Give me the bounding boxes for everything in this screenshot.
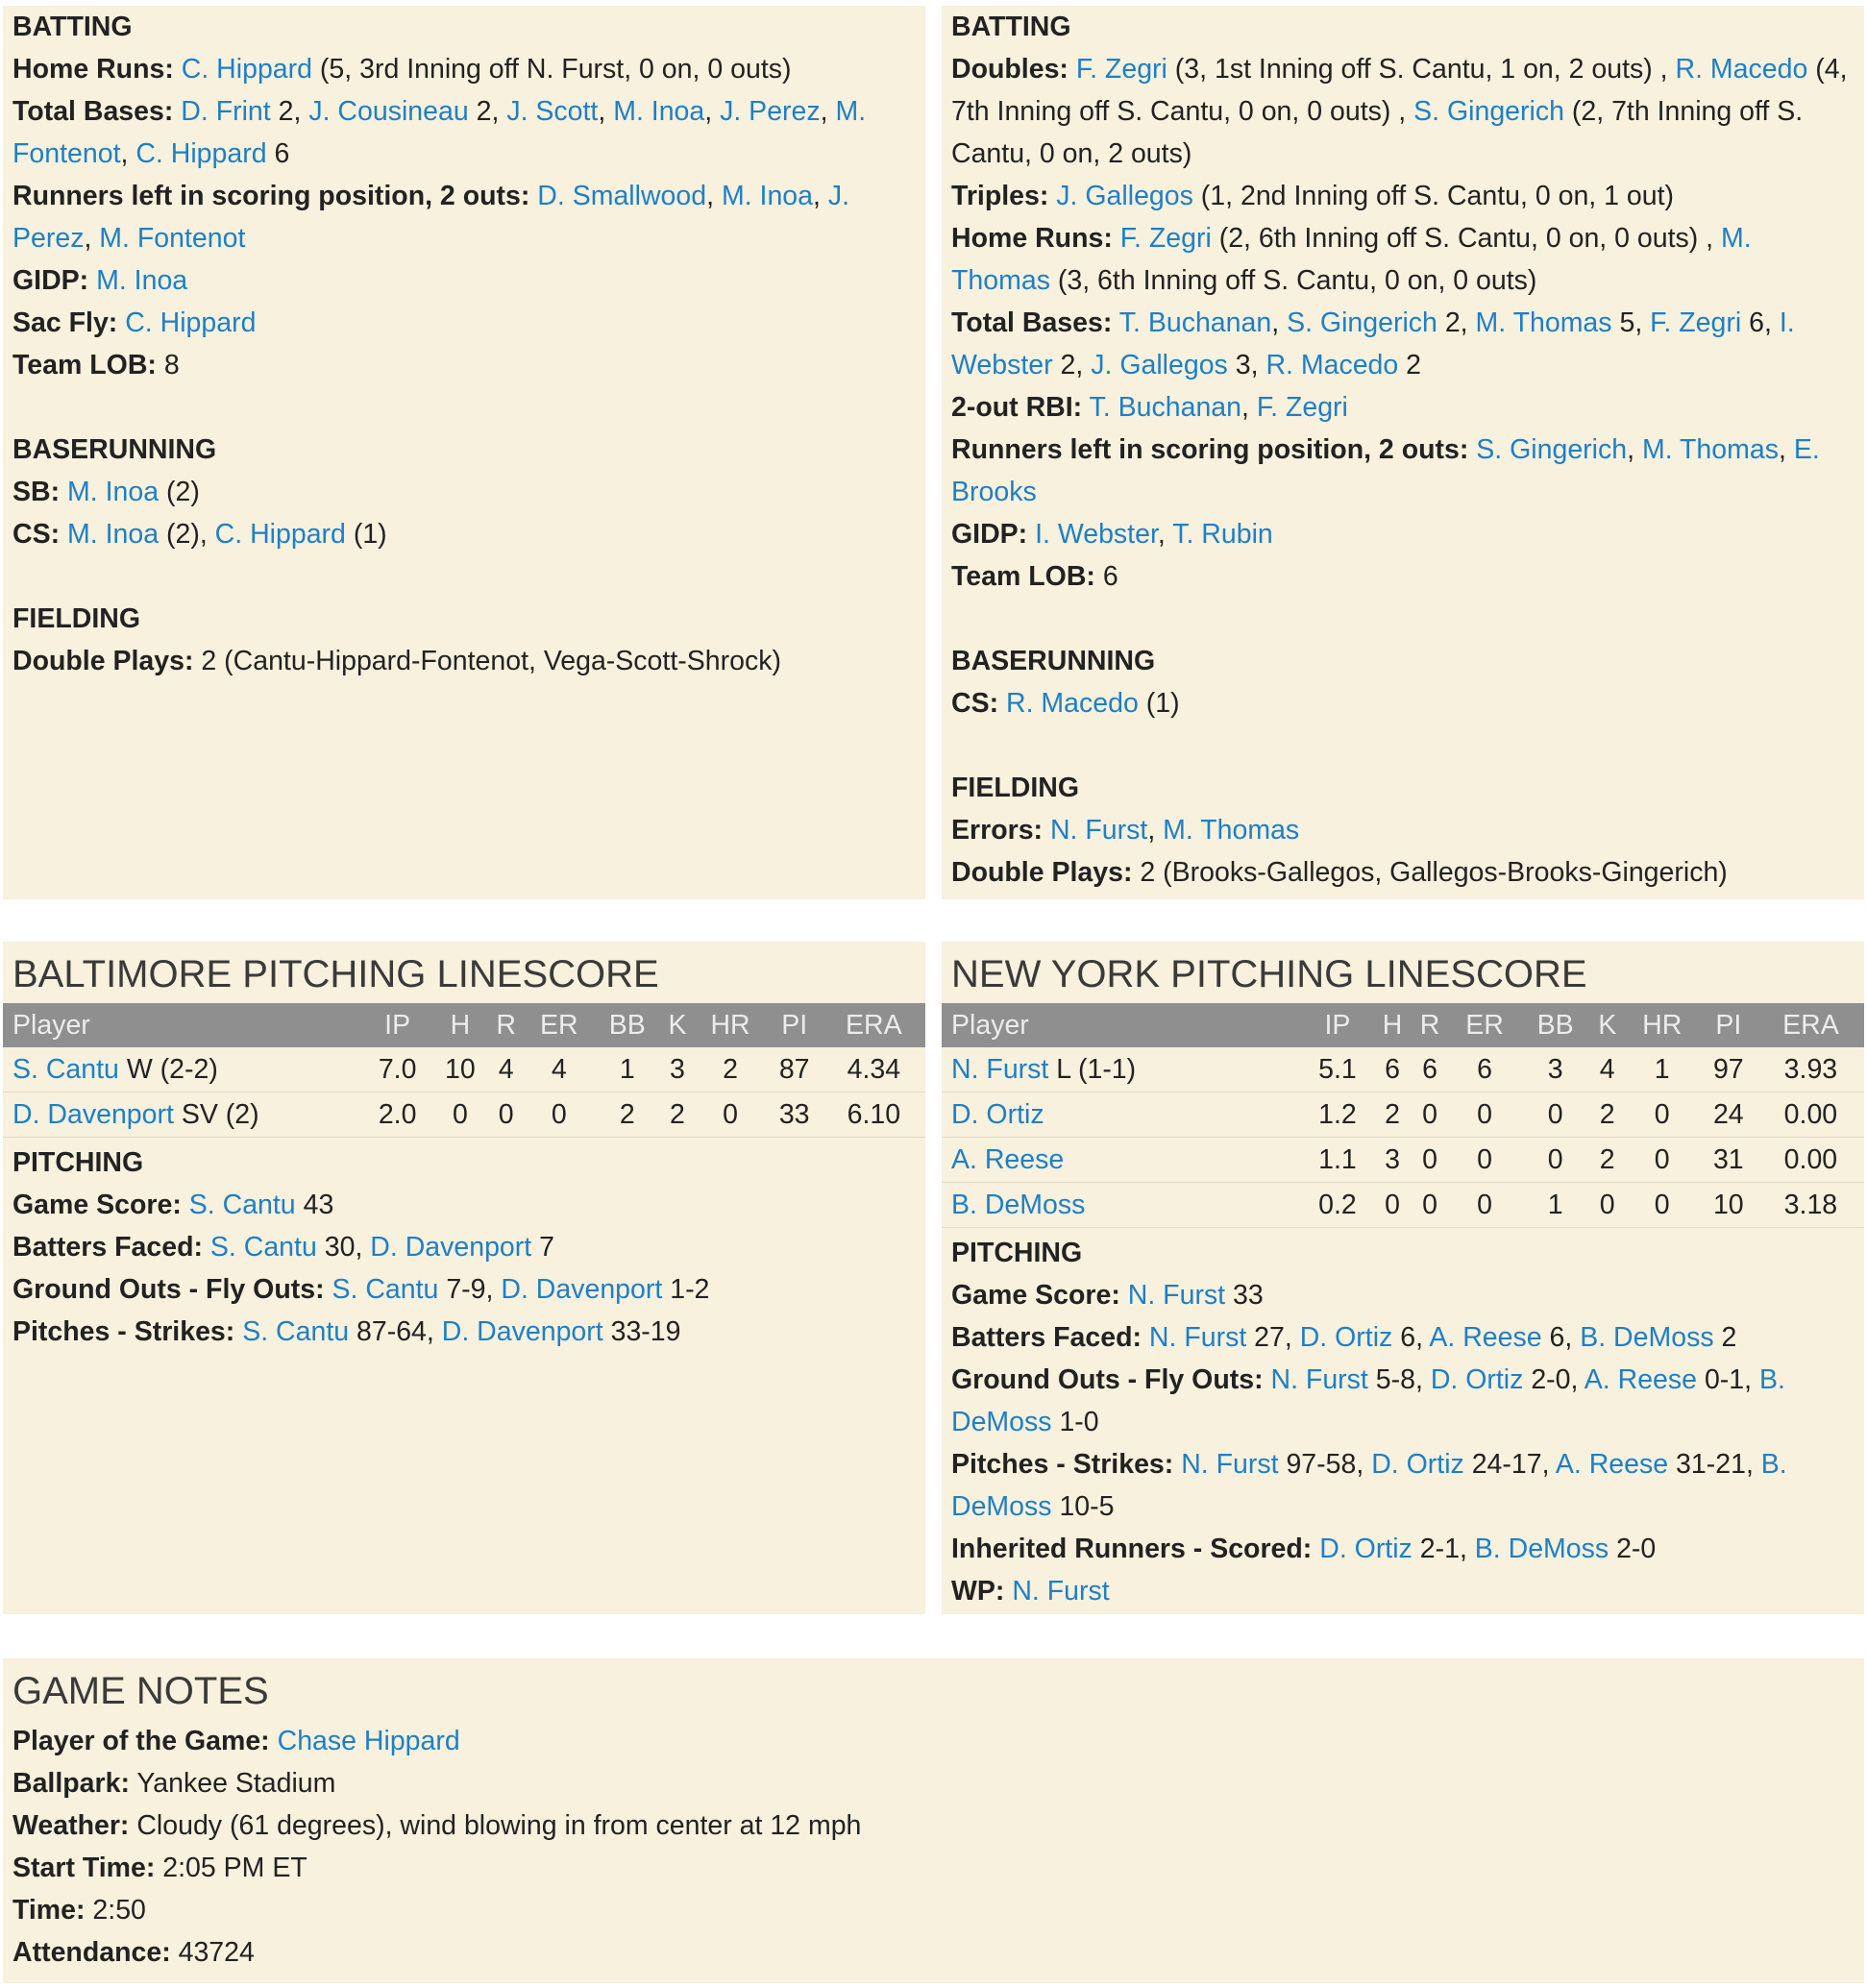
player-link[interactable]: N. Furst xyxy=(1049,815,1148,846)
player-link[interactable]: B. DeMoss xyxy=(1580,1322,1714,1353)
errors-line: Errors: N. Furst, M. Thomas xyxy=(951,815,1300,846)
sb-line: SB: M. Inoa (2) xyxy=(12,477,200,507)
player-link[interactable]: F. Zegri xyxy=(1256,392,1348,423)
column-header[interactable]: IP xyxy=(362,1003,432,1047)
baltimore-box-panel xyxy=(3,6,925,899)
column-header[interactable]: BB xyxy=(1521,1003,1590,1047)
section-heading: BASERUNNING xyxy=(12,434,217,465)
player-link[interactable]: T. Rubin xyxy=(1172,519,1273,550)
player-link[interactable]: B. DeMoss xyxy=(951,1364,1785,1437)
table-row: D. Davenport SV (2) 2.0 0 0 0 2 2 0 33 6.10 xyxy=(3,1092,925,1138)
player-link[interactable]: S. Cantu xyxy=(188,1190,296,1220)
player-link[interactable]: M. Fontenot xyxy=(12,96,867,169)
game-time-line: Time: 2:50 xyxy=(12,1895,146,1926)
player-link[interactable]: B. DeMoss xyxy=(1474,1534,1609,1564)
two-out-rbi-line: 2-out RBI: T. Buchanan, F. Zegri xyxy=(951,392,1348,423)
player-link[interactable]: N. Furst xyxy=(1127,1280,1226,1311)
gidp-line: GIDP: M. Inoa xyxy=(12,265,188,296)
panel-title: NEW YORK PITCHING LINESCORE xyxy=(951,953,1587,995)
newyork-pitching-panel xyxy=(942,942,1864,1614)
column-header[interactable]: ERA xyxy=(1757,1003,1864,1047)
weather-line: Weather: Cloudy (61 degrees), wind blowing in from center at 12 mph xyxy=(12,1810,862,1841)
column-header[interactable]: K xyxy=(1590,1003,1625,1047)
player-link[interactable]: A. Reese xyxy=(1429,1322,1542,1353)
player-link[interactable]: A. Reese xyxy=(951,1143,1065,1175)
player-link[interactable]: T. Buchanan xyxy=(1089,392,1241,423)
rlisp-line: Runners left in scoring position, 2 outs: D. Smallwood, M. Inoa, J. Perez, M. Fontenot xyxy=(12,181,850,254)
triples-line: Triples: J. Gallegos (1, 2nd Inning off S. Cantu, 0 on, 1 out) xyxy=(951,181,1675,211)
sac-fly-line: Sac Fly: C. Hippard xyxy=(12,307,257,338)
player-link[interactable]: J. Gallegos xyxy=(1091,350,1228,380)
player-link[interactable]: M. Thomas xyxy=(1163,815,1300,846)
column-header[interactable]: R xyxy=(1412,1003,1449,1047)
section-heading: FIELDING xyxy=(951,773,1079,803)
inherited-runners-line: Inherited Runners - Scored: D. Ortiz 2-1, B. DeMoss 2-0 xyxy=(951,1534,1657,1564)
player-link[interactable]: D. Davenport xyxy=(12,1098,174,1130)
player-link[interactable]: D. Ortiz xyxy=(1319,1534,1413,1564)
attendance-line: Attendance: 43724 xyxy=(12,1937,255,1968)
player-link[interactable]: Chase Hippard xyxy=(277,1726,460,1756)
batters-faced-line: Batters Faced: N. Furst 27, D. Ortiz 6, A. Reese 6, B. DeMoss 2 xyxy=(951,1322,1737,1353)
player-link[interactable]: J. Cousineau xyxy=(308,96,469,127)
player-link[interactable]: I. Webster xyxy=(1035,519,1158,550)
table-row: N. Furst L (1-1) 5.1 6 6 6 3 4 1 97 3.93 xyxy=(942,1047,1864,1092)
player-link[interactable]: D. Davenport xyxy=(370,1232,532,1263)
section-heading: FIELDING xyxy=(12,603,140,634)
player-link[interactable]: T. Buchanan xyxy=(1118,307,1272,338)
column-header[interactable]: HR xyxy=(694,1003,766,1047)
doubles-line: Doubles: F. Zegri (3, 1st Inning off S. Cantu, 1 on, 2 outs) , R. Macedo (4, 7th Inning off S. Cantu, 0 on, 0 outs) , S. Gingerich (2, 7th Inning off S. Cantu, 0 on, 2 outs) xyxy=(951,54,1848,169)
baltimore-pitching-panel xyxy=(3,942,925,1614)
player-link[interactable]: S. Cantu xyxy=(332,1274,439,1305)
section-heading: BATTING xyxy=(12,12,133,42)
column-header[interactable]: Player xyxy=(3,1003,362,1047)
table-row: B. DeMoss 0.2 0 0 0 1 0 0 10 3.18 xyxy=(942,1183,1864,1228)
game-notes-list xyxy=(3,1720,1864,1974)
table-row: D. Ortiz 1.2 2 0 0 0 2 0 24 0.00 xyxy=(942,1092,1864,1138)
player-link[interactable]: C. Hippard xyxy=(135,138,267,169)
column-header[interactable]: H xyxy=(432,1003,488,1047)
ballpark-line: Ballpark: Yankee Stadium xyxy=(12,1768,336,1799)
pitching-notes xyxy=(3,1138,925,1353)
player-link[interactable]: F. Zegri xyxy=(1075,54,1167,85)
pitches-strikes-line: Pitches - Strikes: S. Cantu 87-64, D. Davenport 33-19 xyxy=(12,1316,681,1347)
player-link[interactable]: E. Brooks xyxy=(951,434,1820,507)
home-runs-line: Home Runs: C. Hippard (5, 3rd Inning off N. Furst, 0 on, 0 outs) xyxy=(12,54,792,85)
total-bases-line: Total Bases: T. Buchanan, S. Gingerich 2, M. Thomas 5, F. Zegri 6, I. Webster 2, J. Gallegos 3, R. Macedo 2 xyxy=(951,307,1795,380)
column-header[interactable]: HR xyxy=(1625,1003,1700,1047)
section-heading: BASERUNNING xyxy=(951,646,1156,676)
column-header[interactable]: IP xyxy=(1301,1003,1373,1047)
pitches-strikes-line: Pitches - Strikes: N. Furst 97-58, D. Ortiz 24-17, A. Reese 31-21, B. DeMoss 10-5 xyxy=(951,1449,1787,1522)
player-link[interactable]: M. Thomas xyxy=(951,223,1752,296)
player-link[interactable]: R. Macedo xyxy=(1265,350,1399,380)
column-header[interactable]: ERA xyxy=(823,1003,925,1047)
player-link[interactable]: N. Furst xyxy=(951,1053,1049,1085)
player-link[interactable]: D. Ortiz xyxy=(1299,1322,1393,1353)
column-header[interactable]: PI xyxy=(767,1003,823,1047)
player-link[interactable]: D. Smallwood xyxy=(537,181,707,211)
start-time-line: Start Time: 2:05 PM ET xyxy=(12,1853,307,1883)
column-header[interactable]: R xyxy=(488,1003,525,1047)
player-link[interactable]: D. Ortiz xyxy=(1371,1449,1464,1480)
player-link[interactable]: C. Hippard xyxy=(181,54,312,85)
batters-faced-line: Batters Faced: S. Cantu 30, D. Davenport 7 xyxy=(12,1232,554,1263)
game-score-line: Game Score: S. Cantu 43 xyxy=(12,1190,334,1220)
column-header[interactable]: K xyxy=(661,1003,695,1047)
section-heading: BATTING xyxy=(951,12,1071,42)
player-link[interactable]: M. Thomas xyxy=(1641,434,1779,465)
go-fo-line: Ground Outs - Fly Outs: S. Cantu 7-9, D. Davenport 1-2 xyxy=(12,1274,710,1305)
pitching-table xyxy=(942,1003,1864,1228)
player-of-game-line: Player of the Game: Chase Hippard xyxy=(12,1726,460,1756)
player-link[interactable]: F. Zegri xyxy=(1119,223,1212,254)
player-link[interactable]: D. Ortiz xyxy=(951,1098,1044,1130)
column-header[interactable]: BB xyxy=(594,1003,661,1047)
section-heading: PITCHING xyxy=(12,1147,144,1178)
game-notes-panel xyxy=(3,1658,1864,1983)
player-link[interactable]: J. Perez xyxy=(720,96,821,127)
player-link[interactable]: N. Furst xyxy=(1181,1449,1279,1480)
player-link[interactable]: N. Furst xyxy=(1148,1322,1247,1353)
player-link[interactable]: D. Davenport xyxy=(501,1274,663,1305)
player-link[interactable]: D. Ortiz xyxy=(1430,1364,1524,1395)
team-lob-line: Team LOB: 8 xyxy=(12,350,180,380)
player-link[interactable]: S. Gingerich xyxy=(1413,96,1564,127)
player-link[interactable]: R. Macedo xyxy=(1675,54,1808,85)
column-header[interactable]: PI xyxy=(1700,1003,1757,1047)
player-link[interactable]: M. Inoa xyxy=(613,96,705,127)
player-link[interactable]: S. Cantu xyxy=(242,1316,350,1347)
go-fo-line: Ground Outs - Fly Outs: N. Furst 5-8, D. Ortiz 2-0, A. Reese 0-1, B. DeMoss 1-0 xyxy=(951,1364,1785,1437)
player-link[interactable]: A. Reese xyxy=(1555,1449,1669,1480)
player-link[interactable]: M. Inoa xyxy=(67,477,160,507)
panel-title: BALTIMORE PITCHING LINESCORE xyxy=(12,953,659,995)
pitching-table xyxy=(3,1003,925,1138)
game-score-line: Game Score: N. Furst 33 xyxy=(951,1280,1264,1311)
player-link[interactable]: M. Thomas xyxy=(1475,307,1612,338)
player-link[interactable]: S. Gingerich xyxy=(1287,307,1437,338)
column-header[interactable]: Player xyxy=(942,1003,1301,1047)
player-link[interactable]: B. DeMoss xyxy=(951,1449,1787,1522)
rlisp-line: Runners left in scoring position, 2 outs: S. Gingerich, M. Thomas, E. Brooks xyxy=(951,434,1820,507)
player-link[interactable]: C. Hippard xyxy=(214,519,346,550)
player-link[interactable]: M. Inoa xyxy=(96,265,188,296)
team-lob-line: Team LOB: 6 xyxy=(951,561,1118,592)
player-link[interactable]: I. Webster xyxy=(951,307,1795,380)
player-link[interactable]: C. Hippard xyxy=(125,307,257,338)
player-link[interactable]: S. Cantu xyxy=(209,1232,317,1263)
column-header[interactable]: H xyxy=(1374,1003,1412,1047)
player-link[interactable]: R. Macedo xyxy=(1006,688,1139,719)
table-header-row xyxy=(3,1003,925,1047)
player-link[interactable]: M. Fontenot xyxy=(99,223,246,254)
table-header-row xyxy=(942,1003,1864,1047)
column-header[interactable]: ER xyxy=(525,1003,594,1047)
newyork-box-panel xyxy=(942,6,1864,899)
player-link[interactable]: M. Inoa xyxy=(721,181,813,211)
player-link[interactable]: J. Gallegos xyxy=(1056,181,1193,211)
player-link[interactable]: N. Furst xyxy=(1012,1576,1110,1607)
player-link[interactable]: S. Cantu xyxy=(12,1053,119,1085)
player-link[interactable]: M. Inoa xyxy=(67,519,160,550)
player-link[interactable]: N. Furst xyxy=(1270,1364,1368,1395)
column-header[interactable]: ER xyxy=(1449,1003,1521,1047)
double-plays-line: Double Plays: 2 (Cantu-Hippard-Fontenot, Vega-Scott-Shrock) xyxy=(12,646,781,676)
pitching-notes xyxy=(942,1228,1864,1612)
table-row: A. Reese 1.1 3 0 0 0 2 0 31 0.00 xyxy=(942,1138,1864,1183)
section-heading: PITCHING xyxy=(951,1238,1083,1268)
gidp-line: GIDP: I. Webster, T. Rubin xyxy=(951,519,1273,550)
player-link[interactable]: A. Reese xyxy=(1584,1364,1698,1395)
total-bases-line: Total Bases: D. Frint 2, J. Cousineau 2, J. Scott, M. Inoa, J. Perez, M. Fontenot, C. Hippard 6 xyxy=(12,96,867,169)
home-runs-line: Home Runs: F. Zegri (2, 6th Inning off S. Cantu, 0 on, 0 outs) , M. Thomas (3, 6th Inning off S. Cantu, 0 on, 0 outs) xyxy=(951,223,1752,296)
player-link[interactable]: F. Zegri xyxy=(1650,307,1742,338)
table-row: S. Cantu W (2-2) 7.0 10 4 4 1 3 2 87 4.34 xyxy=(3,1047,925,1092)
player-link[interactable]: D. Frint xyxy=(181,96,271,127)
cs-line: CS: R. Macedo (1) xyxy=(951,688,1180,719)
panel-title: GAME NOTES xyxy=(12,1670,269,1712)
cs-line: CS: M. Inoa (2), C. Hippard (1) xyxy=(12,519,387,550)
player-link[interactable]: B. DeMoss xyxy=(951,1189,1086,1220)
wild-pitch-line: WP: N. Furst xyxy=(951,1576,1110,1607)
double-plays-line: Double Plays: 2 (Brooks-Gallegos, Gallegos-Brooks-Gingerich) xyxy=(951,857,1728,888)
player-link[interactable]: J. Scott xyxy=(506,96,599,127)
player-link[interactable]: J. Perez xyxy=(12,181,850,254)
player-link[interactable]: S. Gingerich xyxy=(1476,434,1628,465)
player-link[interactable]: D. Davenport xyxy=(441,1316,603,1347)
